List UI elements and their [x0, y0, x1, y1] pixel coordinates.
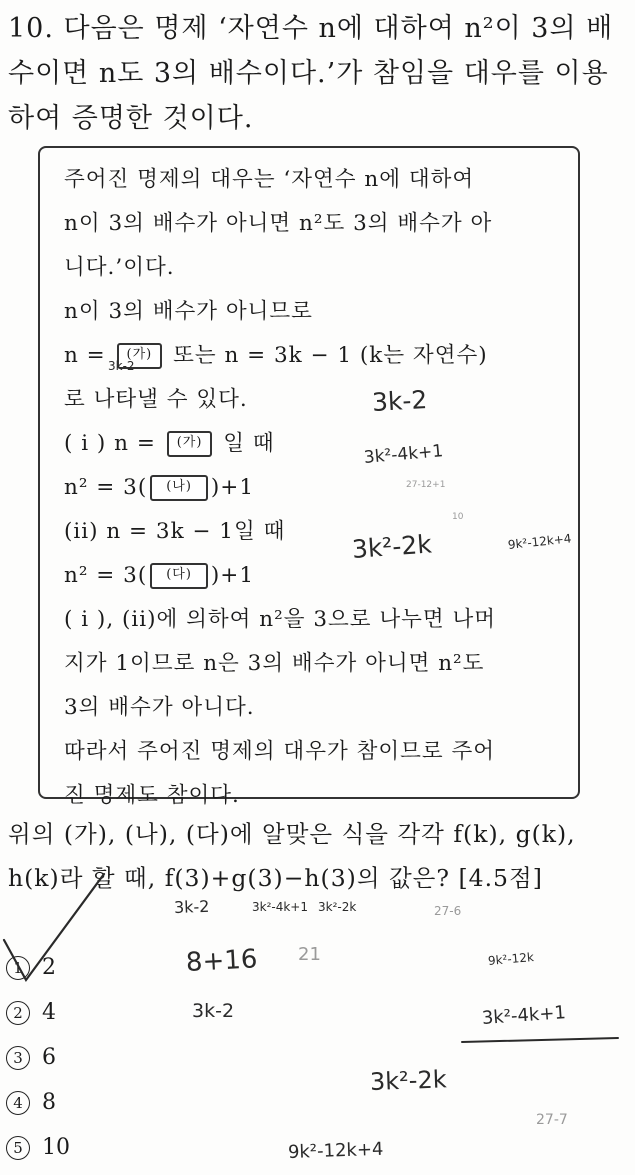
proof-line: 진 명제도 참이다.	[64, 783, 240, 808]
choice-number: 5	[6, 1136, 30, 1160]
choice-value: 2	[42, 955, 56, 980]
handwritten-note: 3k²-2k	[318, 900, 357, 914]
blank-ga: (가)	[167, 431, 213, 457]
proof-line: 지가 1이므로 n은 3의 배수가 아니면 n²도	[64, 651, 485, 676]
handwritten-note: 3k²-4k+1	[252, 900, 308, 914]
handwritten-note: 3k-2	[371, 385, 428, 417]
choice-number: 1	[6, 956, 30, 980]
question-line: 10. 다음은 명제 ‘자연수 n에 대하여 n²이 3의 배	[8, 13, 614, 44]
proof-content	[64, 166, 496, 826]
choice-1[interactable]	[6, 955, 56, 980]
handwritten-note: 27-6	[434, 904, 462, 918]
proof-line: 니다.’이다.	[64, 255, 175, 280]
question-text	[8, 6, 628, 141]
proof-line: 따라서 주어진 명제의 대우가 참이므로 주어	[64, 739, 496, 764]
choice-value: 4	[42, 1000, 56, 1025]
choice-number: 4	[6, 1091, 30, 1115]
expr: )+1	[210, 475, 255, 500]
proof-line: 로 나타낼 수 있다.	[64, 387, 248, 412]
prompt-line: 위의 (가), (나), (다)에 알맞은 식을 각각 f(k), g(k),	[8, 820, 576, 848]
question-line: 하여 증명한 것이다.	[8, 103, 254, 134]
blank-na: (나)	[150, 475, 208, 501]
handwritten-note: 3k²-4k+1	[363, 441, 444, 468]
handwritten-note: 27-12+1	[406, 480, 446, 490]
proof-line-case-2: (ii) n = 3k − 1일 때	[64, 519, 286, 544]
proof-line: 3의 배수가 아니다.	[64, 695, 255, 720]
blank-da: (다)	[150, 563, 208, 589]
proof-line-with-blank-da	[64, 562, 496, 606]
question-line: 수이면 n도 3의 배수이다.’가 참임을 대우를 이용	[8, 58, 609, 89]
choice-number: 2	[6, 1001, 30, 1025]
expr: 또는 n = 3k − 1 (k는 자연수)	[173, 343, 488, 368]
question-prompt	[8, 812, 576, 900]
expr: )+1	[210, 563, 255, 588]
underline-stroke	[462, 1038, 618, 1042]
expr: ( i ) n =	[64, 431, 156, 456]
handwritten-note: 10	[452, 512, 464, 522]
handwritten-note: 3k²-2k	[369, 1065, 448, 1096]
handwritten-note: 27-7	[536, 1112, 568, 1128]
handwritten-note: 21	[298, 944, 321, 965]
handwritten-note: 3k-2	[192, 1000, 235, 1022]
expr: n² = 3(	[64, 563, 148, 588]
proof-line: ( i ), (ii)에 의하여 n²을 3으로 나누면 나머	[64, 607, 497, 632]
handwritten-note: 3k-2	[108, 359, 135, 373]
handwritten-note: 3k²-4k+1	[481, 1002, 567, 1029]
choice-5[interactable]	[6, 1135, 70, 1160]
choice-number: 3	[6, 1046, 30, 1070]
expr: n =	[64, 343, 106, 368]
choice-4[interactable]	[6, 1090, 56, 1115]
choice-value: 6	[42, 1045, 56, 1070]
choice-value: 8	[42, 1090, 56, 1115]
choice-3[interactable]	[6, 1045, 56, 1070]
prompt-line: h(k)라 할 때, f(3)+g(3)−h(3)의 값은? [4.5점]	[8, 864, 543, 892]
choice-2[interactable]	[6, 1000, 56, 1025]
proof-line: n이 3의 배수가 아니면 n²도 3의 배수가 아	[64, 211, 493, 236]
handwritten-note: 9k²-12k+4	[507, 531, 573, 552]
handwritten-note: 3k-2	[173, 896, 210, 917]
blank-ga: (가)	[117, 343, 163, 369]
handwritten-note: 8+16	[185, 944, 259, 978]
expr: 일 때	[223, 431, 275, 456]
expr: n² = 3(	[64, 475, 148, 500]
proof-line: n이 3의 배수가 아니므로	[64, 299, 313, 324]
handwritten-note: 9k²-12k	[487, 950, 535, 968]
choice-value: 10	[42, 1135, 70, 1160]
handwritten-note: 3k²-2k	[350, 529, 433, 564]
handwritten-note: 9k²-12k+4	[287, 1138, 384, 1163]
proof-line: 주어진 명제의 대우는 ‘자연수 n에 대하여	[64, 167, 475, 192]
